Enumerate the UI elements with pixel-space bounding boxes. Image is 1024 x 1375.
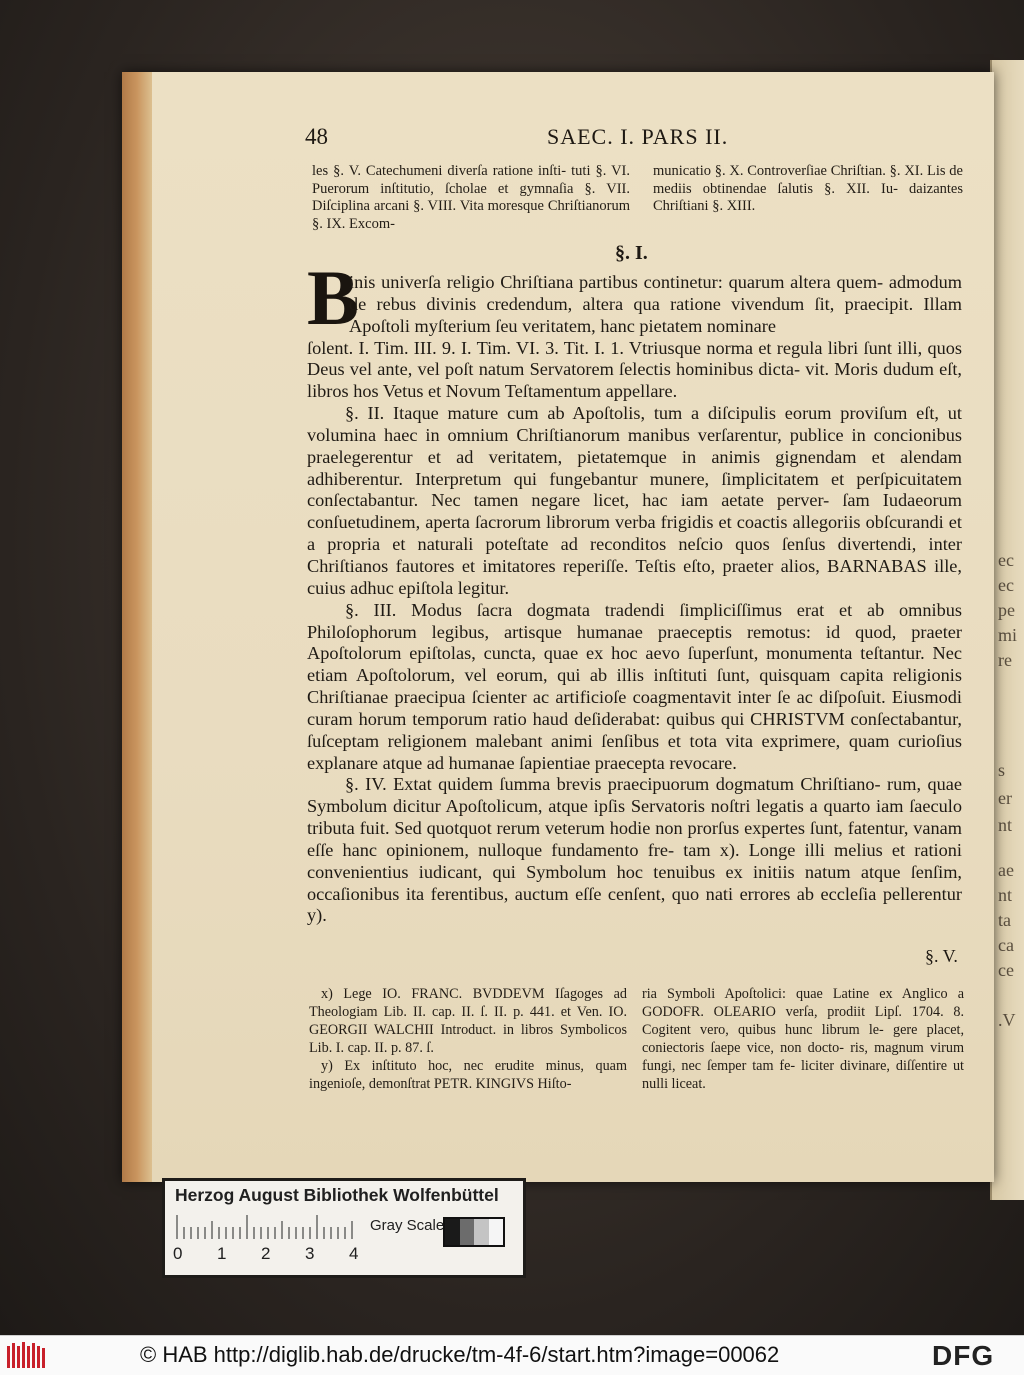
library-name: Herzog August Bibliothek Wolfenbüttel [175,1185,499,1205]
chapter-summary-left: les §. V. Catechumeni diverſa ratione inſti- tuti §. VI. Puerorum inſtitutio, ſcholae et gymnaſia §. VII. Diſciplina arcani §. VIII. Vita moresque Chriſtianorum §. IX. Excom- [312,163,630,232]
color-calibration-bar [162,1178,526,1278]
paragraph-1-opening: inis univerſa religio Chriſtiana partibus continetur: quarum altera quem- admodum de rebus divinis credendum, altera qua ratione vivendum ſit, praecipit. Illam Apoſtoli myſterium ſeu veritatem, hanc pietatem nominare [349,272,962,336]
gray-scale-label: Gray Scale [370,1217,445,1234]
drop-cap-initial: B [307,254,360,341]
ruler-number: 4 [349,1244,359,1263]
main-text [307,272,962,927]
catchword: §. V. [925,946,958,966]
neighbor-fragment: ce [998,960,1014,980]
ruler-number: 1 [217,1244,227,1263]
neighbor-fragment: ca [998,935,1014,955]
paragraph-1-continuation: ſolent. I. Tim. III. 9. I. Tim. VI. 3. Tit. I. 1. Vtriusque norma et regula libri ſunt illi, quos Deus vel ante, vel poſt natum Servatorem ſelectis hominibus dicta- vit. Moris dudum eſt, libros hos Vetus et Novum Teſtamentum appellare. [307,337,962,402]
ruler-ticks [175,1213,360,1239]
gray-scale-swatches [443,1217,505,1247]
neighbor-fragment: s [998,760,1006,780]
neighbor-fragment: re [998,650,1012,670]
dfg-logo: DFG [932,1340,995,1371]
gray-swatch [489,1219,504,1245]
footnote-y: y) Ex inſtituto hoc, nec erudite minus, quam ingenioſe, demonſtrat PETR. KINGIVS Hiſto- [309,1058,627,1092]
paragraph-3: §. III. Modus ſacra dogmata tradendi ſimpliciſſimus erat et ab omnibus Philoſophorum legibus, artisque humanae praeceptis remotus: id quod, praeter Apoſtolorum epiſtolas, cuncta, quae ex hoc aevo ſuperſunt, monumenta teſtantur. Nec etiam Apoſtolorum, vel eorum, qui ab illis inſtituti ſunt, quisquam capita religionis Chriſtianae praecipua ſcienter ac artificioſe coagmentavit inter ſe ac diſpoſuit. Eiusmodi curam horum temporum ratio haud deſiderabat: quibus qui CHRISTVM conſectabantur, ſuſceptam religionem malebant animi ſenſibus et tota vita exprimere, quam curioſius explanare atque ad humanae ſapientiae praecepta revocare. [307,599,962,773]
neighbor-fragment: nt [998,885,1013,905]
neighbor-fragment: pe [998,600,1015,620]
ruler-number: 0 [173,1244,183,1263]
hab-logo-icon [6,1340,46,1370]
copyright-url[interactable]: © HAB http://diglib.hab.de/drucke/tm-4f-6/start.htm?image=00062 [140,1342,780,1367]
ruler-number: 2 [261,1244,271,1263]
neighbor-page-edge [990,60,1024,1200]
neighbor-fragment: ec [998,575,1014,595]
neighbor-fragment: ae [998,860,1014,880]
neighbor-fragment: er [998,788,1012,808]
neighbor-fragment: ta [998,910,1011,930]
paragraph-4: §. IV. Extat quidem ſumma brevis praecipuorum dogmatum Chriſtiano- rum, quae Symbolum dicitur Apoſtolicum, atque ipſis Servatoris noſtri legatis a quarto iam ſaeculo tributa fuit. Sed quotquot rerum veterum hodie non prorſus expertes ſunt, fatentur, vanam eſſe hanc opinionem, nulloque fundamento fre- tam x). Longe illi melius et rationi convenientius iudicant, qui Symbolum hoc tenuibus ex initiis natum atque ſenſim, occaſionibus ita ferentibus, auctum eſſe cenſent, quo nati errores ab eccleſia pellerentur y). [307,774,962,926]
gray-swatch [445,1219,460,1245]
footnote-x: x) Lege IO. FRANC. BVDDEVM Iſagoges ad Theologiam Lib. II. cap. II. ſ. II. p. 441. et Ven. IO. GEORGII WALCHII Introduct. in libros Symbolicos Lib. I. cap. II. p. 87. ſ. [309,986,627,1056]
page-number: 48 [305,124,328,149]
section-heading: §. I. [615,242,648,264]
footer-bar [0,1335,1024,1375]
neighbor-fragment: nt [998,815,1013,835]
gray-swatch [460,1219,475,1245]
chapter-summary-right: municatio §. X. Controverſiae Chriſtian. §. XI. Lis de mediis obtinendae ſalutis §. XII. Iu- daizantes Chriſtiani §. XIII. [653,163,963,214]
neighbor-fragment: mi [998,625,1018,645]
page-edge-gilt [122,72,152,1182]
footnotes-left [309,985,627,1093]
gray-swatch [474,1219,489,1245]
neighbor-fragment: ec [998,550,1014,570]
paragraph-2: §. II. Itaque mature cum ab Apoſtolis, tum a diſcipulis eorum proviſum eſt, ut volumina haec in omnium Chriſtianorum manibus verſarentur, publice in concionibus praelegerentur et ad veritatem, pietatemque in animis gignendam et alendam adhiberentur. Interpretum qui fungebantur munere, ſimplicitatem et perſpicuitatem conſectabantur. Nec tamen negare licet, hac iam aetate perver- ſam Iudaeorum conſuetudinem, aperta ſacrorum librorum verba frigidis et coactis allegoriis obſcurandi et a propria et naturali poteſtate ad reconditos neſcio quos ſenſus divertendi, inter Chriſtianos fautores et imitatores reperiſſe. Teſtis eſto, praeter alios, BARNABAS ille, cuius adhuc epiſtola legitur. [307,403,962,598]
footnote-continuation: ria Symboli Apoſtolici: quae Latine ex Anglico a GODOFR. OLEARIO verſa, prodiit Lipſ. 1704. 8. Cogitent vero, quibus hunc librum le- gere placet, coniectoris ſaepe vice, non docto- ris, magnum virum fungi, nec ſemper tam fe- liciter divinare, diſſentire ut nulli liceat. [642,986,964,1092]
footnotes-right [642,985,964,1093]
neighbor-fragment: .V [998,1010,1016,1030]
ruler-number: 3 [305,1244,315,1263]
running-head: SAEC. I. PARS II. [547,124,729,149]
